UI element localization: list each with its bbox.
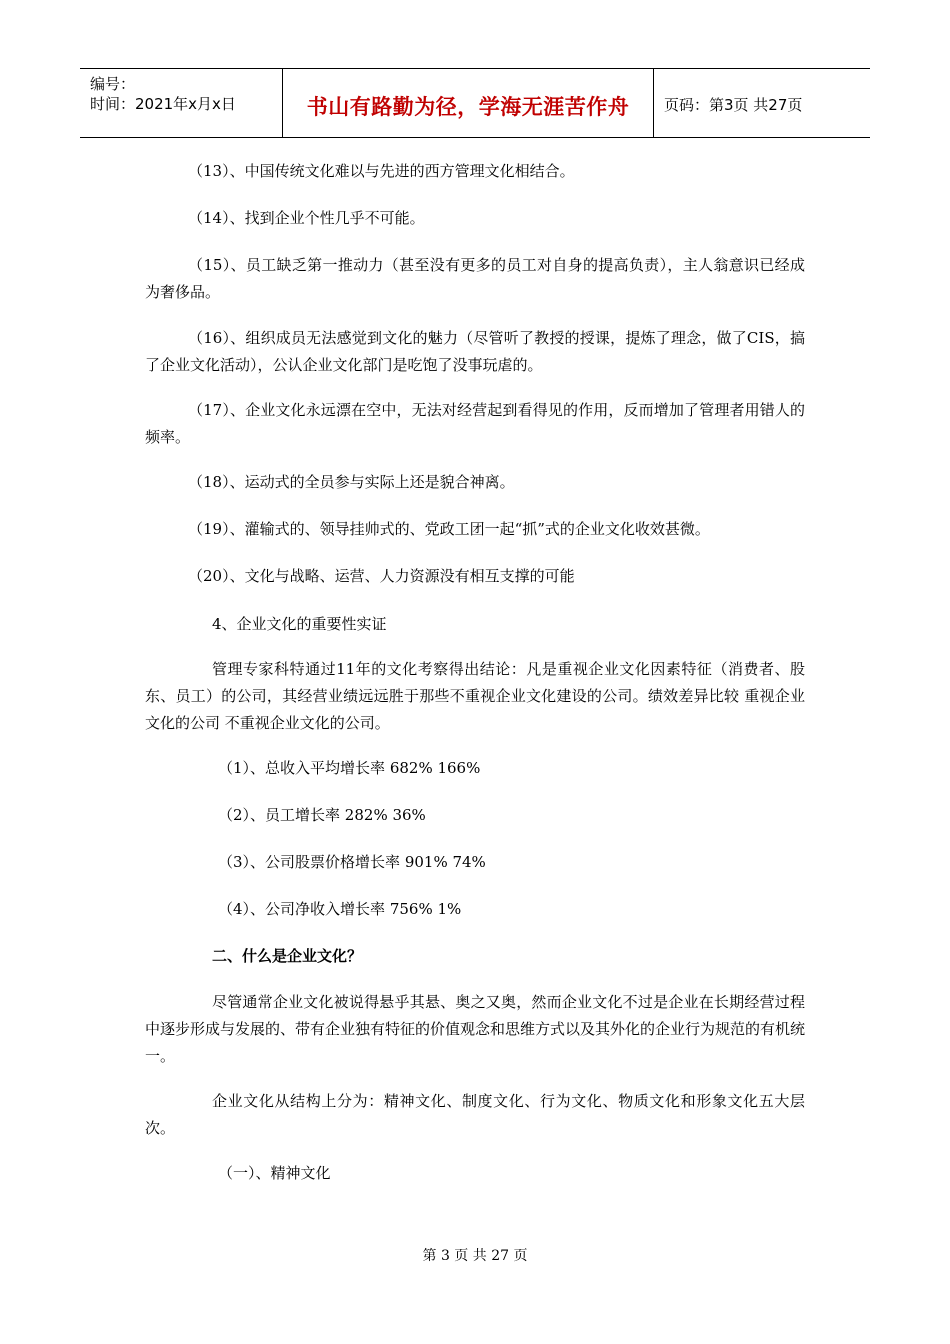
header-meta-cell xyxy=(80,69,283,137)
section-4-heading: 4、企业文化的重要性实证 xyxy=(212,615,387,633)
list-item-17: （17）、企业文化永远漂在空中，无法对经营起到看得见的作用，反而增加了管理者用错人的频率。 xyxy=(145,401,805,446)
list-item-15: （15）、员工缺乏第一推动力（甚至没有更多的员工对自身的提高负责），主人翁意识已经成为奢侈品。 xyxy=(145,256,805,301)
header-page-cell xyxy=(654,69,870,137)
section-4-intro: 管理专家科特通过11年的文化考察得出结论：凡是重视企业文化因素特征（消费者、股东、员工）的公司，其经营业绩远远胜于那些不重视企业文化建设的公司。绩效差异比较 重视企业文化的公司 不重视企业文化的公司。 xyxy=(145,660,805,732)
serial-label: 编号： xyxy=(90,75,136,93)
stat-row: （2）、员工增长率 282% 36% xyxy=(218,806,426,824)
section-2-heading: 二、什么是企业文化？ xyxy=(212,947,363,965)
page-footer: 第 3 页 共 27 页 xyxy=(422,1248,528,1264)
document-header xyxy=(80,68,870,138)
list-item-18: （18）、运动式的全员参与实际上还是貌合神离。 xyxy=(188,473,515,491)
section-2-paragraph-1: 尽管通常企业文化被说得悬乎其悬、奥之又奥，然而企业文化不过是企业在长期经营过程中逐步形成与发展的、带有企业独有特征的价值观念和思维方式以及其外化的企业行为规范的有机统一。 xyxy=(145,993,806,1065)
stat-row: （4）、公司净收入增长率 756% 1% xyxy=(218,900,462,918)
list-item-13: （13）、中国传统文化难以与先进的西方管理文化相结合。 xyxy=(188,162,575,180)
stat-row: （3）、公司股票价格增长率 901% 74% xyxy=(218,853,486,871)
page-info: 页码：第3页 共27页 xyxy=(664,96,803,114)
header-motto-cell xyxy=(283,69,654,137)
stat-row: （1）、总收入平均增长率 682% 166% xyxy=(218,759,481,777)
list-item-14: （14）、找到企业个性几乎不可能。 xyxy=(188,209,425,227)
subsection-heading: （一）、精神文化 xyxy=(218,1164,331,1182)
date-line: 时间：2021年x月x日 xyxy=(90,95,236,113)
list-item-19: （19）、灌输式的、领导挂帅式的、党政工团一起“抓”式的企业文化收效甚微。 xyxy=(188,520,710,538)
list-item-16: （16）、组织成员无法感觉到文化的魅力（尽管听了教授的授课，提炼了理念，做了CIS，搞了企业文化活动），公认企业文化部门是吃饱了没事玩虐的。 xyxy=(145,329,805,374)
motto: 书山有路勤为径，学海无涯苦作舟 xyxy=(306,95,630,119)
list-item-20: （20）、文化与战略、运营、人力资源没有相互支撑的可能 xyxy=(188,567,575,585)
section-2-paragraph-2: 企业文化从结构上分为：精神文化、制度文化、行为文化、物质文化和形象文化五大层次。 xyxy=(145,1092,805,1137)
